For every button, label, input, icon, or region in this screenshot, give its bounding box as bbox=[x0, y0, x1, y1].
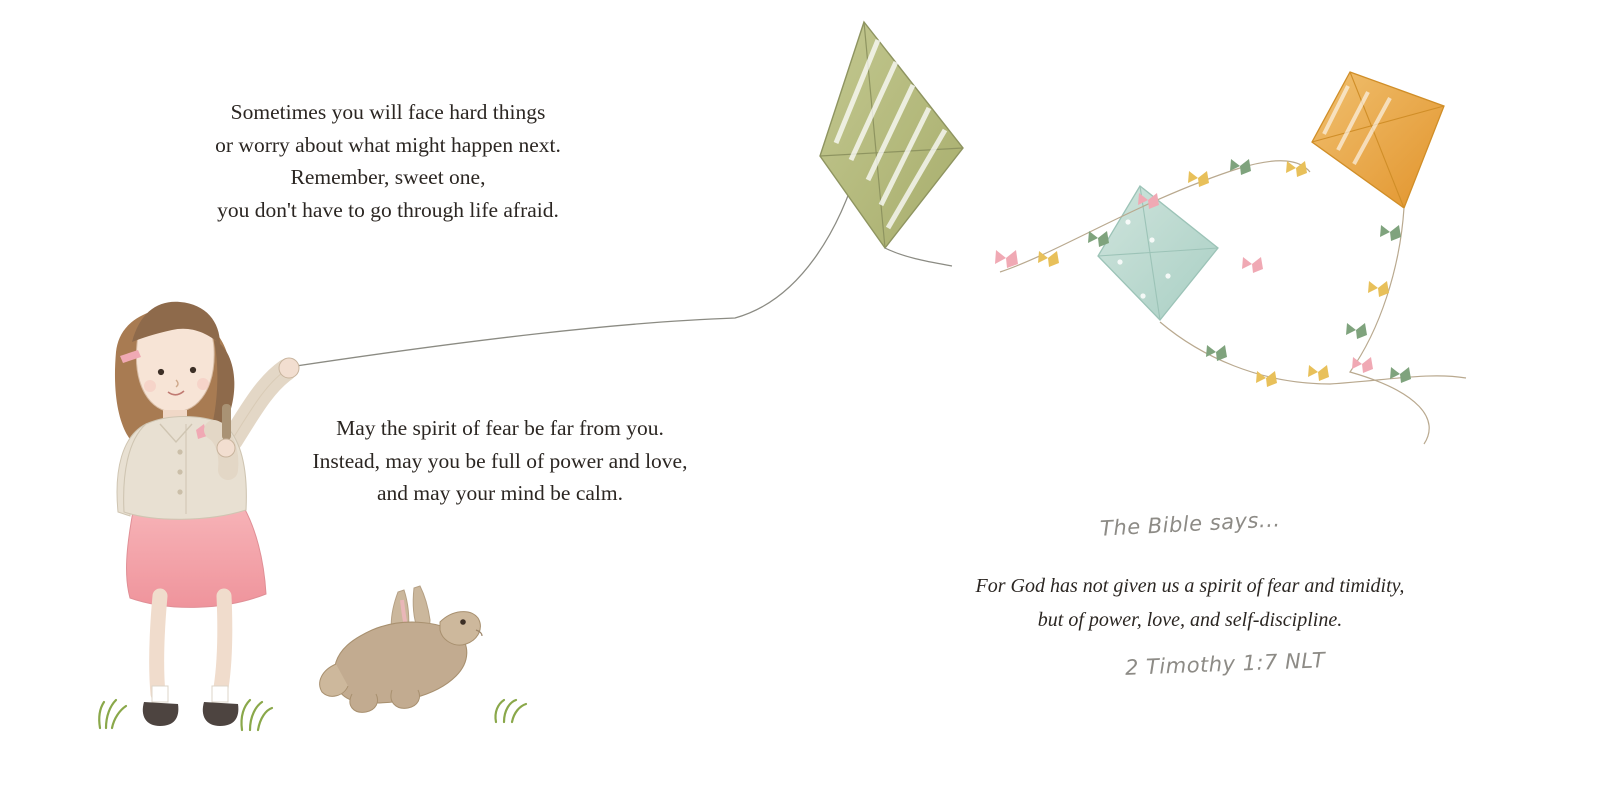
kite-orange bbox=[1312, 72, 1444, 208]
kite-green bbox=[820, 22, 963, 266]
stanza-one-line-2: or worry about what might happen next. bbox=[215, 132, 561, 157]
stanza-one-line-1: Sometimes you will face hard things bbox=[230, 100, 546, 124]
grass-tufts bbox=[99, 700, 526, 730]
stanza-one-line-4: you don't have to go through life afraid. bbox=[217, 198, 559, 223]
girl-flying-kite bbox=[115, 302, 299, 726]
kite-tail-ribbons bbox=[1000, 161, 1466, 444]
tail-bows bbox=[995, 159, 1411, 387]
stanza-one bbox=[178, 96, 598, 227]
stanza-two-line-3: and may your mind be calm. bbox=[377, 481, 623, 506]
rabbit bbox=[320, 586, 482, 712]
stanza-one-line-3: Remember, sweet one, bbox=[290, 165, 486, 190]
stanza-two-line-2: Instead, may you be full of power and love, bbox=[312, 448, 688, 473]
scripture-line-1: For God has not given us a spirit of fear and timidity, bbox=[975, 575, 1405, 597]
scripture-reference: 2 Timothy 1:7 NLT bbox=[1124, 648, 1326, 680]
kite-teal bbox=[1098, 186, 1218, 320]
bible-says-heading: The Bible says... bbox=[1099, 507, 1281, 541]
stanza-two bbox=[290, 412, 710, 510]
scripture-quote bbox=[930, 570, 1450, 637]
stanza-two-line-1: May the spirit of fear be far from you. bbox=[336, 416, 664, 440]
scripture-line-2: but of power, love, and self-discipline. bbox=[1037, 608, 1343, 631]
